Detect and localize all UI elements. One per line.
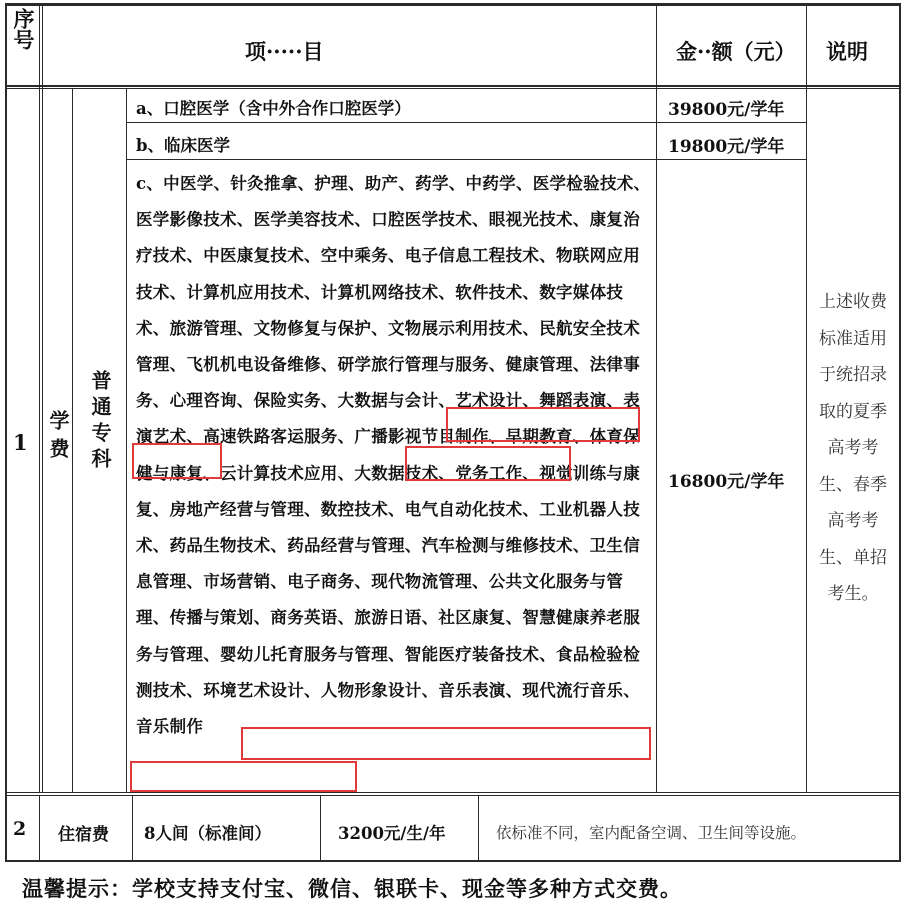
header-divider bbox=[5, 85, 901, 87]
row2-divider-4 bbox=[478, 795, 479, 861]
row2-amount: 3200元/生/年 bbox=[338, 824, 446, 843]
item-c-amount: 16800元/学年 bbox=[668, 472, 785, 492]
highlight-environment-music bbox=[241, 727, 651, 760]
row2-seq: 2 bbox=[13, 818, 27, 840]
subcategory-col-divider bbox=[126, 89, 127, 793]
row2-room: 8人间（标准间） bbox=[144, 824, 271, 843]
row1-bottom-double bbox=[5, 795, 901, 796]
item-a-label: a、口腔医学（含中外合作口腔医学） bbox=[136, 99, 411, 118]
row1-seq: 1 bbox=[13, 430, 28, 455]
item-c-label: c、中医学、针灸推拿、护理、助产、药学、中药学、医学检验技术、医学影像技术、医学美容技术、口腔医学技术、眼视光技术、康复治疗技术、中医康复技术、空中乘务、电子信息工程技术、物联网应用技术、计算机应用技术、计算机网络技术、软件技术、数字媒体技术、旅游管理、文物修复与保护、文物展示利用技术、民航安全技术管理、飞机机电设备维修、研学旅行管理与服务、健康管理、法律事务、心理咨询、保险实务、大数据与会计、艺术设计、舞蹈表演、表演艺术、高速铁路客运服务、广播影视节目制作、早期教育、体育保健与康复、云计算技术应用、大数据技术、党务工作、视觉训练与康复、房地产经营与管理、数控技术、电气自动化技术、工业机器人技术、药品生物技术、药品经营与管理、汽车检测与维修技术、卫生信息管理、市场营销、电子商务、现代物流管理、公共文化服务与管理、传播与策划、商务英语、旅游日语、社区康复、智慧健康养老服务与管理、婴幼儿托育服务与管理、智能医疗装备技术、食品检验检测技术、环境艺术设计、人物形象设计、音乐表演、现代流行音乐、音乐制作 bbox=[136, 174, 651, 737]
row2-divider-2 bbox=[132, 795, 133, 861]
table-border-bottom bbox=[5, 860, 901, 862]
row1-bottom bbox=[5, 792, 901, 793]
highlight-broadcast bbox=[405, 446, 571, 481]
highlight-modern-music bbox=[130, 761, 357, 792]
header-divider-double bbox=[5, 88, 901, 89]
row1-subcategory bbox=[76, 370, 124, 474]
header-seq-text: 序号 bbox=[11, 8, 36, 50]
table-border-top bbox=[5, 3, 901, 6]
row1-category-text: 学费 bbox=[46, 410, 70, 466]
row2-category: 住宿费 bbox=[58, 825, 109, 845]
header-seq bbox=[5, 8, 41, 50]
row1-subcategory-text: 普通专科 bbox=[88, 370, 112, 474]
item-b-amount: 19800元/学年 bbox=[668, 137, 785, 157]
remark-col-divider bbox=[806, 3, 807, 793]
row2-remark: 依标准不同，室内配备空调、卫生间等设施。 bbox=[496, 824, 807, 842]
highlight-performance-art bbox=[132, 443, 222, 479]
seq-col-divider-double bbox=[42, 3, 43, 793]
table-border-right bbox=[899, 3, 901, 862]
row2-divider-3 bbox=[320, 795, 321, 861]
item-b-label: b、临床医学 bbox=[136, 136, 231, 155]
row-a-divider bbox=[126, 122, 807, 123]
payment-tip: 温馨提示：学校支持支付宝、微信、银联卡、现金等多种方式交费。 bbox=[22, 876, 682, 901]
row1-remark: 上述收费标准适用于统招录取的夏季高考考生、春季高考考生、单招考生。 bbox=[819, 292, 887, 604]
header-remark: 说明 bbox=[826, 39, 868, 64]
item-a-amount: 39800元/学年 bbox=[668, 100, 785, 120]
row2-divider-1 bbox=[39, 795, 40, 861]
row-b-divider bbox=[126, 159, 807, 160]
amount-col-divider bbox=[656, 3, 657, 793]
table-border-left bbox=[5, 3, 7, 862]
header-item: 项·····目 bbox=[245, 39, 324, 64]
header-amount: 金··额（元） bbox=[676, 39, 796, 64]
row1-category bbox=[44, 410, 72, 466]
seq-col-divider bbox=[39, 3, 40, 793]
highlight-art-dance bbox=[446, 407, 640, 442]
